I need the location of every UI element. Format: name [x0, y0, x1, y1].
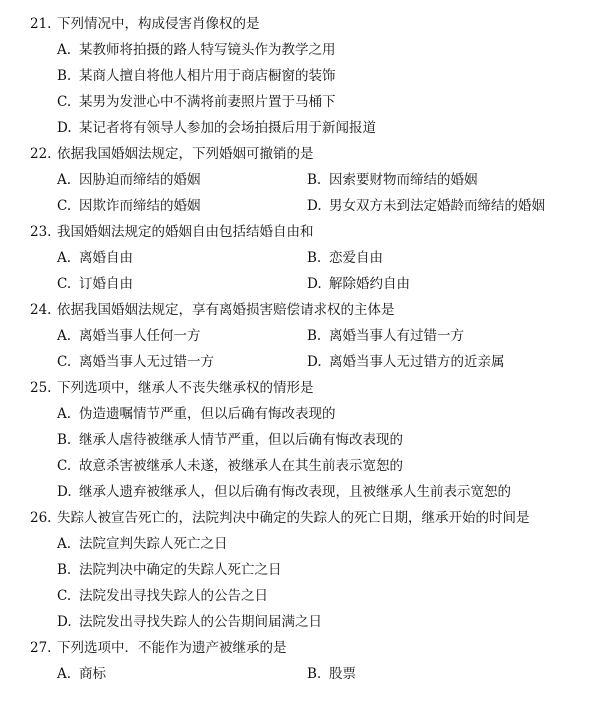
option-label: D. — [57, 484, 72, 500]
question-text: 失踪人被宣告死亡的，法院判决中确定的失踪人的死亡日期，继承开始的时间是 — [57, 510, 530, 526]
option-label: D. — [307, 198, 322, 214]
option-text: 男女双方未到法定婚龄而缔结的婚姻 — [329, 198, 545, 214]
option-text: 订婚自由 — [79, 276, 133, 292]
question-text: 下列选项中．不能作为遗产被继承的是 — [57, 640, 287, 656]
option-text: 继承人虐待被继承人情节严重，但以后确有悔改表现的 — [79, 432, 403, 448]
option-label: B. — [57, 562, 72, 578]
question-number: 27. — [30, 640, 52, 656]
option-text: 恋爱自由 — [329, 250, 383, 266]
option-text: 因欺诈而缔结的婚姻 — [79, 198, 201, 214]
option-text: 故意杀害被继承人未遂，被继承人在其生前表示宽恕的 — [79, 458, 403, 474]
option-label: B. — [307, 172, 322, 188]
option-text: 某教师将拍摄的路人特写镜头作为教学之用 — [79, 42, 336, 58]
option-text: 离婚当事人无过错方的近亲属 — [329, 354, 505, 370]
option-label: C. — [57, 198, 72, 214]
option-label: A. — [57, 536, 72, 552]
option-text: 某商人擅自将他人相片用于商店橱窗的装饰 — [79, 68, 336, 84]
option-label: B. — [307, 666, 322, 682]
question-number: 23. — [30, 224, 52, 240]
question-number: 25. — [30, 380, 52, 396]
option-label: B. — [57, 68, 72, 84]
option-text: 商标 — [79, 666, 106, 682]
option-label: B. — [307, 250, 322, 266]
option-label: D. — [307, 354, 322, 370]
option-text: 伪造遗嘱情节严重，但以后确有悔改表现的 — [79, 406, 336, 422]
option-label: C. — [57, 354, 72, 370]
option-label: C. — [57, 458, 72, 474]
option-label: A. — [57, 42, 72, 58]
option-text: 离婚当事人有过错一方 — [329, 328, 464, 344]
option-label: D. — [57, 120, 72, 136]
option-text: 法院宣判失踪人死亡之日 — [79, 536, 228, 552]
option-text: 某男为发泄心中不满将前妻照片置于马桶下 — [79, 94, 336, 110]
question-number: 26. — [30, 510, 52, 526]
option-text: 离婚自由 — [79, 250, 133, 266]
question-text: 依据我国婚姻法规定，享有离婚损害赔偿请求权的主体是 — [57, 302, 395, 318]
option-label: B. — [307, 328, 322, 344]
option-text: 因索要财物而缔结的婚姻 — [329, 172, 478, 188]
option-label: A. — [57, 172, 72, 188]
question-number: 24. — [30, 302, 52, 318]
option-label: C. — [57, 276, 72, 292]
option-label: A. — [57, 666, 72, 682]
option-text: 某记者将有领导人参加的会场拍摄后用于新闻报道 — [79, 120, 376, 136]
option-text: 离婚当事人任何一方 — [79, 328, 201, 344]
question-number: 21. — [30, 16, 52, 32]
option-text: 法院判决中确定的失踪人死亡之日 — [79, 562, 282, 578]
option-label: B. — [57, 432, 72, 448]
option-label: A. — [57, 406, 72, 422]
option-text: 离婚当事人无过错一方 — [79, 354, 214, 370]
option-text: 解除婚约自由 — [329, 276, 410, 292]
question-text: 我国婚姻法规定的婚姻自由包括结婚自由和 — [57, 224, 314, 240]
option-label: C. — [57, 94, 72, 110]
option-text: 继承人遗弃被继承人，但以后确有悔改表现，且被继承人生前表示宽恕的 — [79, 484, 511, 500]
option-text: 法院发出寻找失踪人的公告期间届满之日 — [79, 614, 322, 630]
option-text: 法院发出寻找失踪人的公告之日 — [79, 588, 268, 604]
question-text: 下列情况中，构成侵害肖像权的是 — [57, 16, 260, 32]
question-text: 下列选项中，继承人不丧失继承权的情形是 — [57, 380, 314, 396]
option-label: D. — [57, 614, 72, 630]
option-label: D. — [307, 276, 322, 292]
option-label: C. — [57, 588, 72, 604]
option-label: A. — [57, 250, 72, 266]
option-label: A. — [57, 328, 72, 344]
question-number: 22. — [30, 146, 52, 162]
option-text: 股票 — [329, 666, 356, 682]
option-text: 因胁迫而缔结的婚姻 — [79, 172, 201, 188]
question-text: 依据我国婚姻法规定，下列婚姻可撤销的是 — [57, 146, 314, 162]
